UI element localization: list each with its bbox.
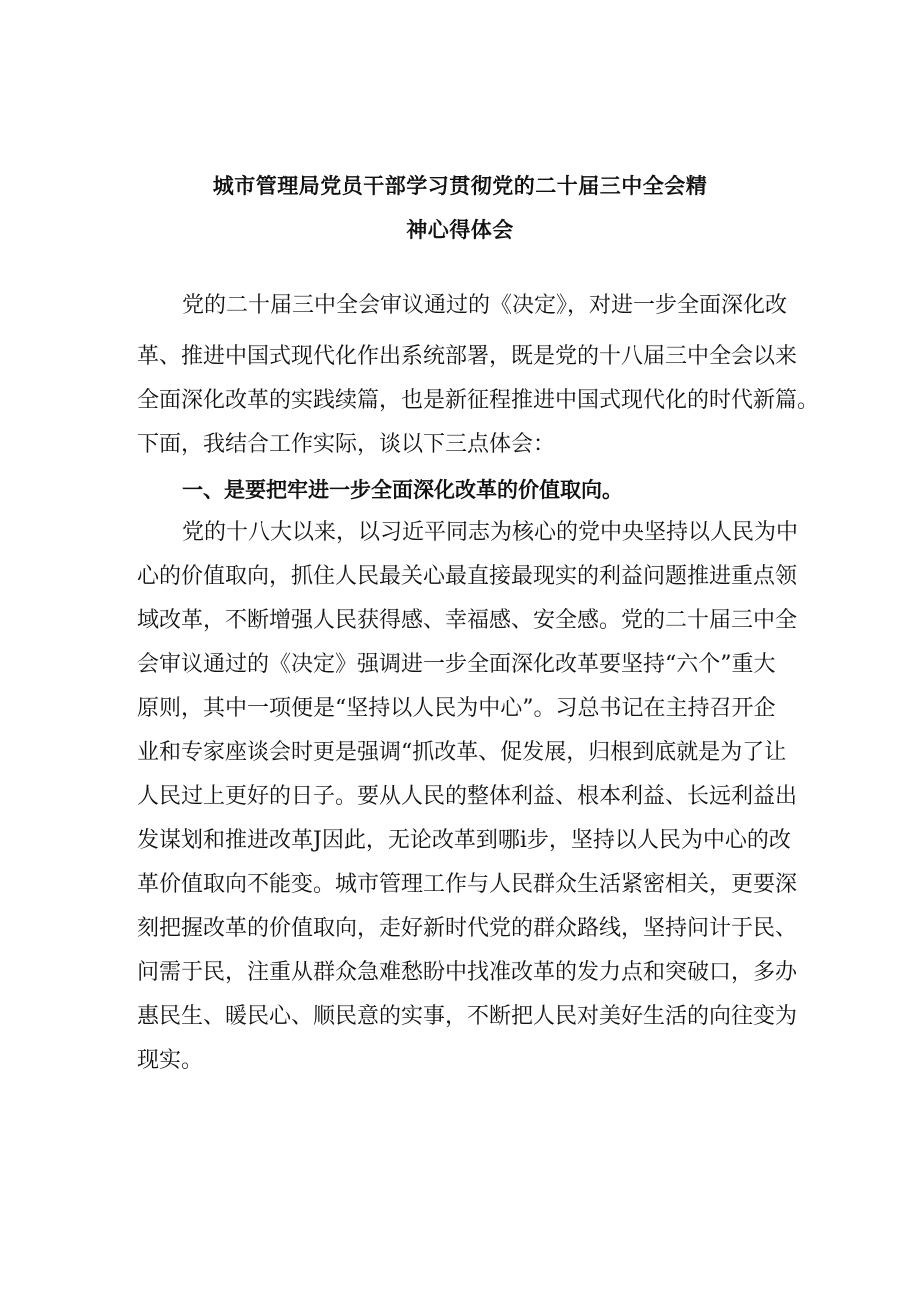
paragraph-line: 革、推进中国式现代化作出系统部署，既是党的十八届三中全会以来 bbox=[137, 344, 798, 369]
paragraph-line: 业和专家座谈会时更是强调“抓改革、促发展，归根到底就是为了让 bbox=[137, 740, 787, 765]
paragraph-line: 刻把握改革的价值取向，走好新时代党的群众路线，坚持问计于民、 bbox=[137, 916, 798, 941]
section-heading: 一、是要把牢进一步全面深化改革的价值取向。 bbox=[182, 478, 623, 502]
paragraph-line: 发谋划和推进改革J因此，无论改革到哪i步，坚持以人民为中心的改 bbox=[137, 828, 791, 853]
paragraph-line: 党的二十届三中全会审议通过的《决定》，对进一步全面深化改 bbox=[182, 293, 788, 318]
paragraph-line: 现实。 bbox=[137, 1048, 204, 1073]
paragraph-line: 下面，我结合工作实际，谈以下三点体会： bbox=[137, 432, 556, 457]
paragraph-line: 党的十八大以来，以习近平同志为核心的党中央坚持以人民为中 bbox=[182, 520, 799, 545]
paragraph-line: 会审议通过的《决定》强调进一步全面深化改革要坚持“六个”重大 bbox=[137, 652, 776, 677]
paragraph-line: 问需于民，注重从群众急难愁盼中找准改革的发力点和突破口，多办 bbox=[137, 960, 798, 985]
paragraph-line: 惠民生、暖民心、顺民意的实事，不断把人民对美好生活的向往变为 bbox=[137, 1004, 798, 1029]
paragraph-line: 人民过上更好的日子。要从人民的整体利益、根本利益、长远利益出 bbox=[137, 784, 798, 809]
paragraph-line: 域改革，不断增强人民获得感、幸福感、安全感。党的二十届三中全 bbox=[137, 608, 798, 633]
document-title-line-1: 城市管理局党员干部学习贯彻党的二十届三中全会精 bbox=[212, 174, 708, 198]
document-title-line-2: 神心得体会 bbox=[406, 218, 514, 242]
paragraph-line: 革价值取向不能变。城市管理工作与人民群众生活紧密相关，更要深 bbox=[137, 872, 798, 897]
paragraph-line: 心的价值取向，抓住人民最关心最直接最现实的利益问题推进重点领 bbox=[137, 564, 798, 589]
paragraph-line: 原则，其中一项便是“坚持以人民为中心”。习总书记在主持召开企 bbox=[137, 696, 776, 721]
paragraph-line: 全面深化改革的实践续篇，也是新征程推进中国式现代化的时代新篇。 bbox=[137, 388, 820, 413]
